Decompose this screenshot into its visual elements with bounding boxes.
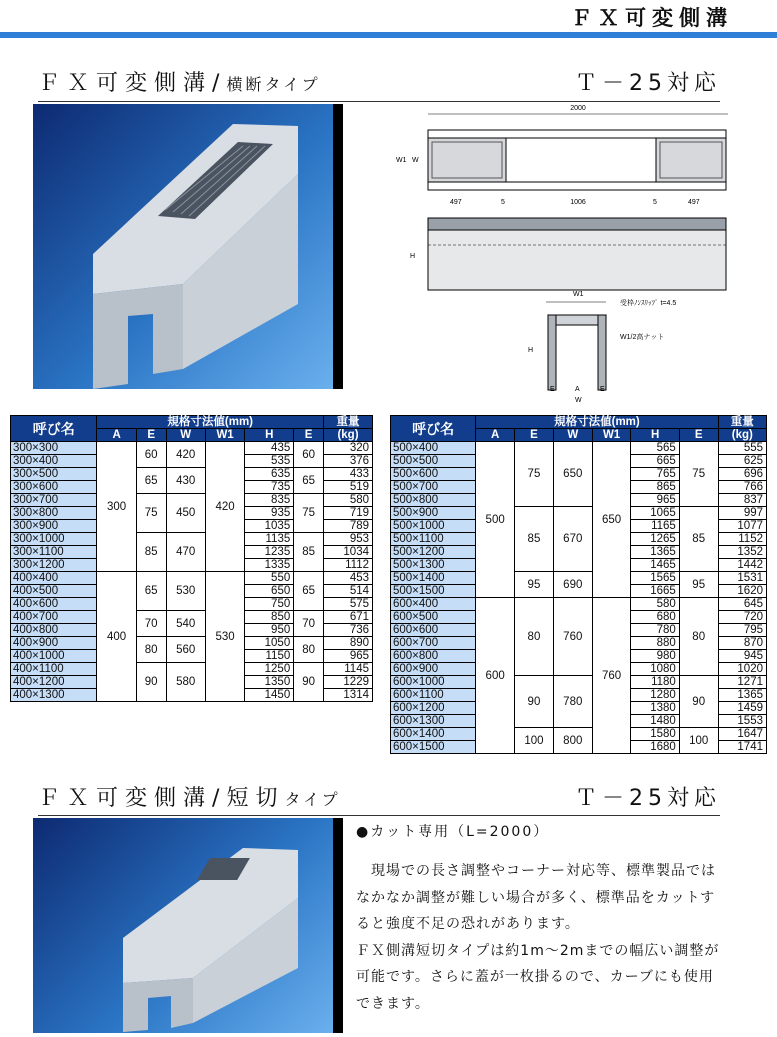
- h-cell: 1235: [245, 546, 294, 559]
- h-cell: 650: [245, 585, 294, 598]
- weight-cell: 645: [718, 598, 766, 611]
- w1-cell: 650: [592, 442, 631, 598]
- size-name-cell: 500×600: [391, 468, 476, 481]
- table-row: [391, 728, 767, 741]
- weight-cell: 1620: [718, 585, 766, 598]
- weight-cell: 625: [718, 455, 766, 468]
- h-cell: 735: [245, 481, 294, 494]
- size-name-cell: 300×600: [11, 481, 97, 494]
- h-cell: 1350: [245, 676, 294, 689]
- col-header-a: A: [476, 429, 515, 442]
- w-cell: 760: [553, 598, 592, 676]
- size-name-cell: 600×1400: [391, 728, 476, 741]
- e-cell: 85: [515, 507, 554, 572]
- size-name-cell: 300×500: [11, 468, 97, 481]
- size-name-cell: 600×600: [391, 624, 476, 637]
- size-name-cell: 400×600: [11, 598, 97, 611]
- table-row: [391, 442, 767, 455]
- weight-cell: 945: [718, 650, 766, 663]
- section1-slash: /: [212, 71, 227, 96]
- col-header-weight: 重量: [323, 416, 372, 429]
- h-cell: 1080: [631, 663, 679, 676]
- cut-line: なかなか調整が難しい場合が多く、標準品をカットす: [356, 889, 716, 906]
- weight-cell: 433: [323, 468, 372, 481]
- h-cell: 980: [631, 650, 679, 663]
- w-cell: 560: [166, 637, 205, 663]
- h-cell: 1135: [245, 533, 294, 546]
- table-row: [391, 676, 767, 689]
- e2-cell: 85: [679, 507, 718, 572]
- weight-cell: 1459: [718, 702, 766, 715]
- col-header-h: H: [245, 429, 294, 442]
- e2-cell: 100: [679, 728, 718, 754]
- weight-cell: 965: [323, 650, 372, 663]
- weight-cell: 519: [323, 481, 372, 494]
- section2-subtitle-main: 短切: [226, 786, 285, 811]
- h-cell: 580: [631, 598, 679, 611]
- col-header-e: E: [136, 429, 166, 442]
- weight-cell: 997: [718, 507, 766, 520]
- h-cell: 1365: [631, 546, 679, 559]
- h-cell: 1150: [245, 650, 294, 663]
- col-header-weight: 重量: [718, 416, 766, 429]
- size-name-cell: 600×1100: [391, 689, 476, 702]
- col-header-w: W: [553, 429, 592, 442]
- weight-cell: 1741: [718, 741, 766, 754]
- table-row: [391, 598, 767, 611]
- size-name-cell: 500×500: [391, 455, 476, 468]
- e2-cell: 60: [294, 442, 324, 468]
- col-header-name: 呼び名: [11, 416, 97, 442]
- w-cell: 580: [166, 663, 205, 702]
- col-header-e2: E: [679, 429, 718, 442]
- product-photo-short-cut: [33, 818, 333, 1033]
- a-cell: 500: [476, 442, 515, 598]
- h-cell: 1050: [245, 637, 294, 650]
- w-cell: 530: [166, 572, 205, 611]
- weight-cell: 837: [718, 494, 766, 507]
- h-cell: 680: [631, 611, 679, 624]
- h-cell: 1250: [245, 663, 294, 676]
- gutter-illustration: [33, 104, 333, 389]
- col-header-unit: (kg): [718, 429, 766, 442]
- weight-cell: 1020: [718, 663, 766, 676]
- h-cell: 1665: [631, 585, 679, 598]
- w-cell: 540: [166, 611, 205, 637]
- page-header-title: ＦＸ可変側溝: [571, 6, 733, 30]
- e-cell: 70: [136, 611, 166, 637]
- dimension-diagram: [388, 100, 728, 405]
- size-name-cell: 300×1100: [11, 546, 97, 559]
- weight-cell: 1352: [718, 546, 766, 559]
- col-header-e: E: [515, 429, 554, 442]
- photo-border-2: [333, 818, 343, 1033]
- weight-cell: 1314: [323, 689, 372, 702]
- weight-cell: 953: [323, 533, 372, 546]
- weight-cell: 376: [323, 455, 372, 468]
- section1-subtitle: 横断タイプ: [226, 75, 321, 94]
- cut-line: 現場での長さ調整やコーナー対応等、標準製品では: [356, 863, 716, 879]
- cut-heading: ●カット専用（L=2000）: [356, 824, 550, 840]
- a-cell: 300: [97, 442, 136, 572]
- col-header-w: W: [166, 429, 205, 442]
- col-header-a: A: [97, 429, 136, 442]
- table-row: [11, 442, 373, 455]
- weight-cell: 1145: [323, 663, 372, 676]
- size-name-cell: 600×1000: [391, 676, 476, 689]
- weight-cell: 1034: [323, 546, 372, 559]
- e-cell: 75: [136, 494, 166, 533]
- table-row: [11, 637, 373, 650]
- size-name-cell: 500×1500: [391, 585, 476, 598]
- w-cell: 650: [553, 442, 592, 507]
- h-cell: 1450: [245, 689, 294, 702]
- dim-seg-left: 497: [450, 199, 462, 206]
- section2-slash: /: [212, 786, 227, 811]
- weight-cell: 1553: [718, 715, 766, 728]
- section2-load-rating: Ｔ－25対応: [575, 786, 721, 811]
- header-bar: [0, 32, 777, 38]
- weight-cell: 719: [323, 507, 372, 520]
- cut-line: ＦＸ側溝短切タイプは約1m～2mまでの幅広い調整が: [356, 942, 720, 959]
- size-name-cell: 500×700: [391, 481, 476, 494]
- weight-cell: 1229: [323, 676, 372, 689]
- section2-title: [38, 781, 341, 812]
- h-cell: 550: [245, 572, 294, 585]
- weight-cell: 320: [323, 442, 372, 455]
- table-row: [11, 572, 373, 585]
- dim-gap-right: 5: [653, 199, 657, 206]
- dim-h-cross: H: [528, 347, 534, 354]
- dim-gap-left: 5: [501, 199, 505, 206]
- weight-cell: 720: [718, 611, 766, 624]
- weight-cell: 1112: [323, 559, 372, 572]
- e-cell: 60: [136, 442, 166, 468]
- photo-border: [333, 104, 343, 389]
- col-header-h: H: [631, 429, 679, 442]
- h-cell: 665: [631, 455, 679, 468]
- cut-line: 可能です。さらに蓋が一枚掛るので、カーブにも使用: [356, 969, 714, 985]
- section1-load-rating: Ｔ－25対応: [575, 71, 721, 96]
- dim-total-length: 2000: [570, 105, 586, 112]
- size-name-cell: 600×800: [391, 650, 476, 663]
- col-header-w1: W1: [205, 429, 244, 442]
- table-row: [11, 611, 373, 624]
- h-cell: 1680: [631, 741, 679, 754]
- section1-title-main: ＦＸ可変側溝: [38, 71, 213, 96]
- table-row: [11, 494, 373, 507]
- h-cell: 780: [631, 624, 679, 637]
- note-grating: 受枠ﾉﾝｽﾘｯﾌﾟ t=4.5: [620, 300, 677, 307]
- size-name-cell: 400×1300: [11, 689, 97, 702]
- cut-line: できます。: [356, 995, 430, 1012]
- table-row: [391, 572, 767, 585]
- a-cell: 600: [476, 598, 515, 754]
- h-cell: 535: [245, 455, 294, 468]
- h-cell: 1280: [631, 689, 679, 702]
- size-name-cell: 500×1300: [391, 559, 476, 572]
- h-cell: 935: [245, 507, 294, 520]
- h-cell: 1180: [631, 676, 679, 689]
- h-cell: 1580: [631, 728, 679, 741]
- weight-cell: 789: [323, 520, 372, 533]
- size-name-cell: 600×1200: [391, 702, 476, 715]
- w-cell: 690: [553, 572, 592, 598]
- w-cell: 470: [166, 533, 205, 572]
- size-name-cell: 300×1200: [11, 559, 97, 572]
- size-name-cell: 400×800: [11, 624, 97, 637]
- e-cell: 65: [136, 468, 166, 494]
- h-cell: 835: [245, 494, 294, 507]
- size-name-cell: 400×1000: [11, 650, 97, 663]
- weight-cell: 1531: [718, 572, 766, 585]
- e-cell: 65: [136, 572, 166, 611]
- dim-w-top: W: [412, 157, 419, 164]
- size-name-cell: 500×1200: [391, 546, 476, 559]
- size-name-cell: 500×1000: [391, 520, 476, 533]
- h-cell: 1480: [631, 715, 679, 728]
- size-name-cell: 500×1100: [391, 533, 476, 546]
- e2-cell: 90: [679, 676, 718, 728]
- h-cell: 850: [245, 611, 294, 624]
- h-cell: 1065: [631, 507, 679, 520]
- e2-cell: 90: [294, 663, 324, 702]
- size-name-cell: 500×400: [391, 442, 476, 455]
- e2-cell: 85: [294, 533, 324, 572]
- h-cell: 1165: [631, 520, 679, 533]
- h-cell: 1565: [631, 572, 679, 585]
- col-header-name: 呼び名: [391, 416, 476, 442]
- w-cell: 420: [166, 442, 205, 468]
- size-name-cell: 300×1000: [11, 533, 97, 546]
- weight-cell: 671: [323, 611, 372, 624]
- h-cell: 435: [245, 442, 294, 455]
- col-header-e2: E: [294, 429, 324, 442]
- e2-cell: 75: [294, 494, 324, 533]
- size-name-cell: 600×400: [391, 598, 476, 611]
- table-row: [11, 663, 373, 676]
- w1-cell: 530: [205, 572, 244, 702]
- section1-title: [38, 66, 321, 97]
- size-name-cell: 500×900: [391, 507, 476, 520]
- weight-cell: 555: [718, 442, 766, 455]
- weight-cell: 696: [718, 468, 766, 481]
- product-photo-crosswise: [33, 104, 333, 389]
- size-name-cell: 600×1500: [391, 741, 476, 754]
- a-cell: 400: [97, 572, 136, 702]
- size-name-cell: 500×1400: [391, 572, 476, 585]
- size-name-cell: 600×900: [391, 663, 476, 676]
- e-cell: 95: [515, 572, 554, 598]
- weight-cell: 580: [323, 494, 372, 507]
- h-cell: 765: [631, 468, 679, 481]
- weight-cell: 890: [323, 637, 372, 650]
- dim-w1-cross: W1: [573, 291, 584, 298]
- size-name-cell: 300×700: [11, 494, 97, 507]
- table-row: [11, 468, 373, 481]
- h-cell: 865: [631, 481, 679, 494]
- dim-w-cross: W: [575, 397, 582, 404]
- h-cell: 880: [631, 637, 679, 650]
- h-cell: 750: [245, 598, 294, 611]
- w-cell: 670: [553, 507, 592, 572]
- e-cell: 75: [515, 442, 554, 507]
- size-name-cell: 600×500: [391, 611, 476, 624]
- table-row: [11, 533, 373, 546]
- e-cell: 80: [515, 598, 554, 676]
- weight-cell: 575: [323, 598, 372, 611]
- size-name-cell: 400×900: [11, 637, 97, 650]
- h-cell: 965: [631, 494, 679, 507]
- weight-cell: 736: [323, 624, 372, 637]
- dim-e-right: E: [600, 386, 605, 393]
- size-name-cell: 300×300: [11, 442, 97, 455]
- col-header-dims: 規格寸法値(mm): [97, 416, 324, 429]
- section2-title-main: ＦＸ可変側溝: [38, 786, 213, 811]
- w1-cell: 760: [592, 598, 631, 754]
- h-cell: 565: [631, 442, 679, 455]
- weight-cell: 1152: [718, 533, 766, 546]
- size-name-cell: 400×500: [11, 585, 97, 598]
- weight-cell: 453: [323, 572, 372, 585]
- h-cell: 1035: [245, 520, 294, 533]
- note-nut: W1/2高ナット: [620, 334, 665, 341]
- weight-cell: 1077: [718, 520, 766, 533]
- size-name-cell: 400×1200: [11, 676, 97, 689]
- size-name-cell: 300×400: [11, 455, 97, 468]
- e2-cell: 65: [294, 468, 324, 494]
- weight-cell: 1271: [718, 676, 766, 689]
- size-name-cell: 600×1300: [391, 715, 476, 728]
- section2-subtitle-small: タイプ: [284, 790, 341, 809]
- size-name-cell: 400×700: [11, 611, 97, 624]
- h-cell: 1380: [631, 702, 679, 715]
- e2-cell: 95: [679, 572, 718, 598]
- cut-description: [356, 858, 726, 1017]
- h-cell: 1465: [631, 559, 679, 572]
- dim-h-side: H: [410, 253, 416, 260]
- e2-cell: 65: [294, 572, 324, 611]
- e2-cell: 80: [294, 637, 324, 663]
- w-cell: 430: [166, 468, 205, 494]
- dim-a: A: [575, 386, 580, 393]
- dim-w1-top: W1: [396, 157, 407, 164]
- h-cell: 635: [245, 468, 294, 481]
- e-cell: 90: [136, 663, 166, 702]
- cut-line: ると強度不足の恐れがあります。: [356, 916, 580, 932]
- e-cell: 100: [515, 728, 554, 754]
- col-header-dims: 規格寸法値(mm): [476, 416, 718, 429]
- e-cell: 85: [136, 533, 166, 572]
- h-cell: 950: [245, 624, 294, 637]
- weight-cell: 514: [323, 585, 372, 598]
- size-name-cell: 500×800: [391, 494, 476, 507]
- table-row: [391, 507, 767, 520]
- dim-seg-right: 497: [688, 199, 700, 206]
- weight-cell: 1365: [718, 689, 766, 702]
- h-cell: 1265: [631, 533, 679, 546]
- weight-cell: 1647: [718, 728, 766, 741]
- size-name-cell: 400×1100: [11, 663, 97, 676]
- section2-rule: [38, 815, 720, 816]
- dim-seg-mid: 1006: [570, 199, 586, 206]
- weight-cell: 795: [718, 624, 766, 637]
- weight-cell: 870: [718, 637, 766, 650]
- h-cell: 1335: [245, 559, 294, 572]
- e2-cell: 75: [679, 442, 718, 507]
- w1-cell: 420: [205, 442, 244, 572]
- w-cell: 450: [166, 494, 205, 533]
- size-name-cell: 600×700: [391, 637, 476, 650]
- short-gutter-illustration: [33, 818, 333, 1033]
- size-name-cell: 400×400: [11, 572, 97, 585]
- col-header-w1: W1: [592, 429, 631, 442]
- e-cell: 90: [515, 676, 554, 728]
- weight-cell: 766: [718, 481, 766, 494]
- e2-cell: 80: [679, 598, 718, 676]
- spec-table-500-600: [390, 415, 767, 754]
- w-cell: 800: [553, 728, 592, 754]
- e-cell: 80: [136, 637, 166, 663]
- weight-cell: 1442: [718, 559, 766, 572]
- w-cell: 780: [553, 676, 592, 728]
- e2-cell: 70: [294, 611, 324, 637]
- dim-e-left: E: [550, 386, 555, 393]
- size-name-cell: 300×900: [11, 520, 97, 533]
- col-header-unit: (kg): [323, 429, 372, 442]
- size-name-cell: 300×800: [11, 507, 97, 520]
- spec-table-300-400: [10, 415, 373, 702]
